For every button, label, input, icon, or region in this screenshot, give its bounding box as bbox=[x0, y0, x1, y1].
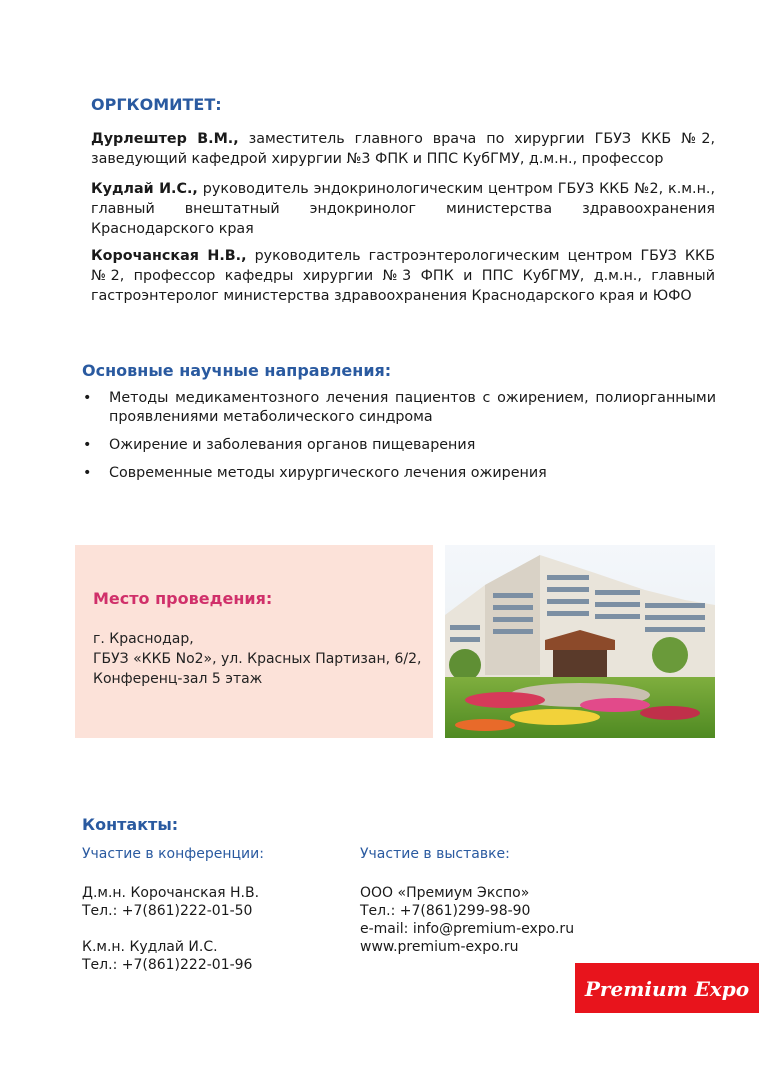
conference-title: Участие в конференции: bbox=[82, 846, 264, 862]
member-desc: руководитель гастроэнтерологическим центром ГБУЗ ККБ №2, профессор кафедры хирургии №3 ФПК и ППС КубГМУ, д.м.н., главный гастроэнтеролог министерства здравоохранения Краснодарского края и ЮФО bbox=[91, 248, 716, 304]
exhibition-email[interactable]: e-mail: info@premium-expo.ru bbox=[360, 921, 575, 937]
list-item bbox=[82, 389, 716, 427]
contacts-heading: Контакты: bbox=[82, 815, 179, 834]
list-item bbox=[82, 436, 716, 455]
member-korochanskaya bbox=[91, 246, 715, 306]
logo-text: Premium Expo bbox=[584, 977, 750, 1001]
venue-street: ГБУЗ «ККБ No2», ул. Красных Партизан, 6/2, bbox=[93, 651, 422, 667]
member-desc: заместитель главного врача по хирургии ГБУЗ ККБ №2, заведующий кафедрой хирургии №3 ФПК и ППС КубГМУ, д.м.н., профессор bbox=[91, 131, 715, 167]
list-item-text: Ожирение и заболевания органов пищеварения bbox=[109, 437, 476, 453]
venue-box bbox=[75, 545, 433, 738]
conference-person-1: Д.м.н. Корочанская Н.В. bbox=[82, 885, 260, 901]
list-item-text: Методы медикаментозного лечения пациентов с ожирением, полиорганными проявлениями метаболического синдрома bbox=[109, 390, 716, 425]
list-item-text: Современные методы хирургического лечения ожирения bbox=[109, 465, 547, 481]
conference-person-2: К.м.н. Кудлай И.С. bbox=[82, 939, 218, 955]
venue-address bbox=[93, 629, 422, 689]
bullet-icon: • bbox=[83, 437, 92, 453]
member-name: Кудлай И.С., bbox=[91, 181, 198, 197]
conference-phone-2: Тел.: +7(861)222-01-96 bbox=[82, 957, 253, 973]
venue-room: Конференц-зал 5 этаж bbox=[93, 671, 263, 687]
venue-heading: Место проведения: bbox=[93, 589, 273, 608]
exhibition-website[interactable]: www.premium-expo.ru bbox=[360, 939, 519, 955]
hospital-building-photo bbox=[445, 545, 715, 738]
list-item bbox=[82, 464, 716, 483]
conference-phone-1: Тел.: +7(861)222-01-50 bbox=[82, 903, 253, 919]
directions-list bbox=[82, 389, 716, 492]
exhibition-title: Участие в выставке: bbox=[360, 846, 510, 862]
member-desc: руководитель эндокринологическим центром ГБУЗ ККБ №2, к.м.н., главный внештатный эндокринолог министерства здравоохранения Краснодарского края bbox=[91, 181, 716, 237]
exhibition-contacts bbox=[360, 845, 574, 956]
bullet-icon: • bbox=[83, 465, 92, 481]
member-name: Дурлештер В.М., bbox=[91, 131, 239, 147]
directions-heading: Основные научные направления: bbox=[82, 361, 392, 380]
member-name: Корочанская Н.В., bbox=[91, 248, 247, 264]
venue-city: г. Краснодар, bbox=[93, 631, 194, 647]
exhibition-company: ООО «Премиум Экспо» bbox=[360, 885, 530, 901]
member-durleshter bbox=[91, 129, 715, 169]
member-kudlay bbox=[91, 179, 715, 239]
orgcommittee-heading: ОРГКОМИТЕТ: bbox=[91, 95, 222, 114]
bullet-icon: • bbox=[83, 390, 92, 406]
conference-contacts bbox=[82, 845, 264, 974]
premium-expo-logo bbox=[575, 963, 759, 1013]
exhibition-phone: Тел.: +7(861)299-98-90 bbox=[360, 903, 531, 919]
